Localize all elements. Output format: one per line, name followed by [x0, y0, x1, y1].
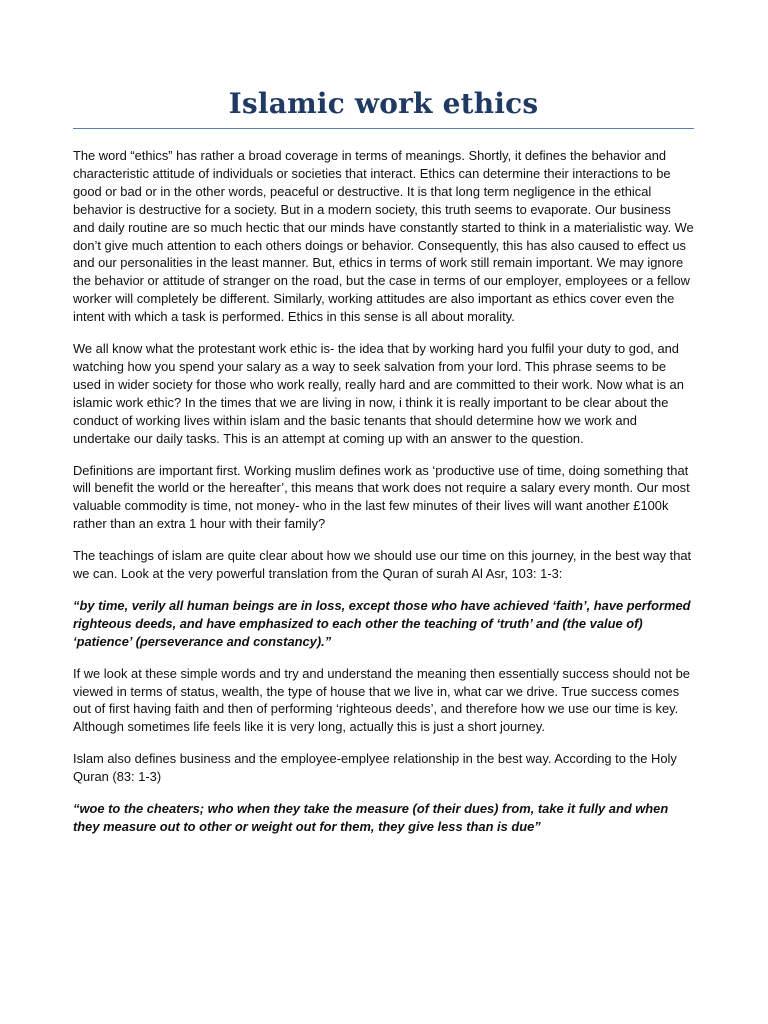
- quote-surah-al-asr: “by time, verily all human beings are in loss, except those who have achieved ‘faith’, have performed righteous deeds, and have emphasized to each other the teaching of ‘truth’ and (the value of) ‘patience’ (perseverance and constancy).”: [73, 597, 691, 649]
- paragraph-protestant-work-ethic: We all know what the protestant work ethic is- the idea that by working hard you fulfil your duty to god, and watching how you spend your salary as a way to seek salvation from your lord. This phrase seems to be used in wider society for those who work really, really hard and are committed to their work. Now what is an islamic work ethic? In the times that we are living in now, i think it is really important to be clear about the conduct of working lives within islam and the basic tenants that should determine how we work and undertake our daily tasks. This is an attempt at coming up with an answer to the question.: [73, 341, 684, 446]
- title-underline: [73, 128, 694, 129]
- document-title: Islamic work ethics: [228, 87, 539, 120]
- paragraph-teachings-of-islam: The teachings of islam are quite clear about how we should use our time on this journey, in the best way that we can. Look at the very powerful translation from the Quran of surah Al Asr, 103: 1-3:: [73, 548, 692, 582]
- paragraph-true-success: If we look at these simple words and try and understand the meaning then essentially success should not be viewed in terms of status, wealth, the type of house that we live in, what car we drive. True success comes out of first having faith and then of performing ‘righteous deeds’, and therefore how we use our time is key. Although sometimes life feels like it is very long, actually this is just a short journey.: [73, 665, 690, 735]
- paragraph-ethics-definition: The word “ethics” has rather a broad coverage in terms of meanings. Shortly, it defines the behavior and characteristic attitude of individuals or societies that interact. Ethics can determine their interactions to be good or bad or in the other words, peaceful or destructive. It is that long term negligence in the ethical behavior is destructive for a society. But in a modern society, this truth seems to evaporate. Our business and daily routine are so much hectic that our minds have constantly started to think in a materialistic way. We don’t give much attention to each others doings or behavior. Consequently, this has also caused to effect us and our personalities in the least manner. But, ethics in terms of work still remain important. We may ignore the behavior or attitude of stranger on the road, but the case in terms of our employer, employees or a fellow worker will completely be different. Similarly, working attitudes are also important as ethics cover even the intent with which a task is performed. Ethics in this sense is all about morality.: [73, 148, 694, 325]
- paragraph-definitions: Definitions are important first. Working muslim defines work as ‘productive use of time, doing something that will benefit the world or the hereafter’, this means that work does not require a salary every month. Our most valuable commodity is time, not money- who in the last few minutes of their lives will want another £100k rather than an extra 1 hour with their family?: [73, 462, 690, 532]
- paragraph-business-relationship: Islam also defines business and the employee-emplyee relationship in the best way. According to the Holy Quran (83: 1-3): [73, 751, 677, 785]
- quote-surah-83: “woe to the cheaters; who when they take the measure (of their dues) from, take it fully and when they measure out to other or weight out for them, they give less than is due”: [73, 801, 669, 834]
- document-body: [73, 147, 695, 850]
